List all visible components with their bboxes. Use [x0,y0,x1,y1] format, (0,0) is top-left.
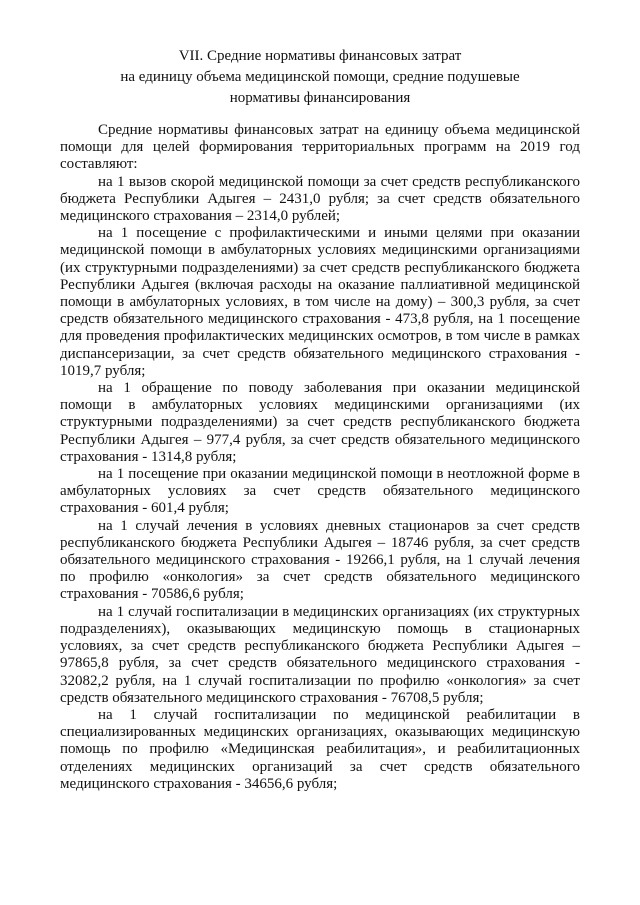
heading-line-3: нормативы финансирования [229,90,411,106]
paragraph-rehabilitation: на 1 случай госпитализации по медицинской реабилитации в специализированных медицинских организациях, оказывающих медицинскую помощь по профилю «Медицинская реабилитация», и реабилитационных отделениях медицинских организаций за счет средств обязательного медицинского страхования - 34656,6 рубля; [60,706,580,792]
paragraph-preventive-visit: на 1 посещение с профилактическими и иными целями при оказании медицинской помощи в амбулаторных условиях медицинскими организациями (их структурными подразделениями) за счет средств республиканского бюджета Республики Адыгея (включая расходы на оказание паллиативной медицинской помощи в амбулаторных условиях, в том числе на дому) – 300,3 рубля, за счет средств обязательного медицинского страхования - 473,8 рубля, на 1 посещение для проведения профилактических медицинских осмотров, в том числе в рамках диспансеризации, за счет средств обязательного медицинского страхования - 1019,7 рубля; [60,225,580,379]
heading-line-1: VII. Средние нормативы финансовых затрат [178,48,462,64]
paragraph-hospitalization: на 1 случай госпитализации в медицинских организациях (их структурных подразделениях), оказывающих медицинскую помощь в стационарных условиях, за счет средств республиканского бюджета Республики Адыгея – 97865,8 рубля, за счет средств обязательного медицинского страхования - 32082,2 рубля, на 1 случай госпитализации по профилю «онкология» за счет средств обязательного медицинского страхования - 76708,5 рубля; [60,603,580,706]
paragraph-ambulance-call: на 1 вызов скорой медицинской помощи за счет средств республиканского бюджета Республики Адыгея – 2431,0 рубля; за счет средств обязательного медицинского страхования – 2314,0 рублей; [60,173,580,225]
paragraph-urgent-visit: на 1 посещение при оказании медицинской помощи в неотложной форме в амбулаторных условиях за счет средств обязательного медицинского страхования - 601,4 рубля; [60,466,580,517]
section-heading [120,46,520,109]
paragraph-intro: Средние нормативы финансовых затрат на единицу объема медицинской помощи для целей формирования территориальных программ на 2019 год составляют: [60,122,580,173]
paragraph-disease-appeal: на 1 обращение по поводу заболевания при оказании медицинской помощи в амбулаторных условиях медицинскими организациями (их структурными подразделениями) за счет средств республиканского бюджета Республики Адыгея – 977,4 рубля, за счет средств обязательного медицинского страхования - 1314,8 рубля; [60,380,580,465]
paragraph-day-hospital: на 1 случай лечения в условиях дневных стационаров за счет средств республиканского бюджета Республики Адыгея – 18746 рубля, за счет средств обязательного медицинского страхования - 19266,1 рубля, на 1 случай лечения по профилю «онкология» за счет средств обязательного медицинского страхования - 70586,6 рубля; [60,517,580,603]
heading-line-2: на единицу объема медицинской помощи, средние подушевые [120,69,520,85]
document-body [60,122,580,793]
